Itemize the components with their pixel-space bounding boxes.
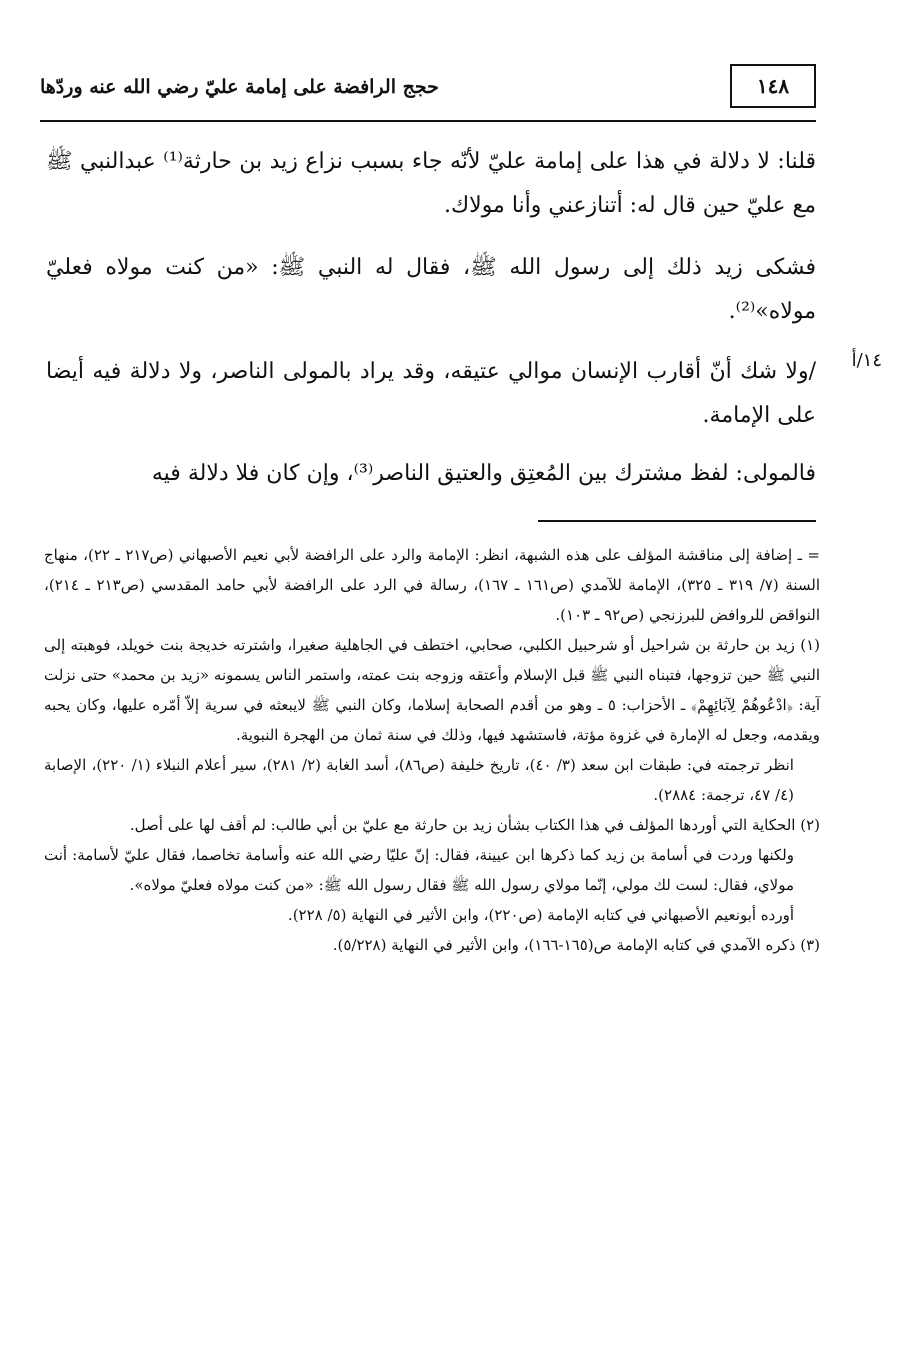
running-title: حجج الرافضة على إمامة عليّ رضي الله عنه وردّها xyxy=(40,76,439,98)
footnote-separator xyxy=(538,520,816,522)
footnote-2-text: ولكنها وردت في أسامة بن زيد كما ذكرها ابن عيينة، فقال: إنّ عليّا رضي الله عنه وأسامة تخاصما، فقال عليّ لأسامة: أنت مولاي، فقال: لست لك مولي، إنّما مولاي رسول الله ﷺ فقال رسول الله ﷺ: «من كنت مولاه فعليّ مولاه». xyxy=(44,846,794,894)
footnote-1-refs: انظر ترجمته في: طبقات ابن سعد (٣/ ٤٠)، تاريخ خليفة (ص٨٦)، أسد الغابة (٢/ ٢٨١)، سير أعلام النبلاء (١/ ٢٢٠)، الإصابة (٤/ ٤٧، ترجمة: ٢٨٨٤). xyxy=(44,756,794,804)
main-paragraph-1: قلنا: لا دلالة في هذا على إمامة عليّ لأنّه جاء بسبب نزاع زيد بن حارثة⁽¹⁾ عبدالنبي ﷺ مع عليّ حين قال له: أتنازعني وأنا مولاك. xyxy=(46,149,816,218)
footnote-1: (١) زيد بن حارثة بن شراحيل أو شرحبيل الكلبي، صحابي، اختطف في الجاهلية صغيرا، واشترته خديجة بنت خويلد، فوهبته إلى النبي ﷺ حين تزوجها، فتبناه النبي ﷺ قبل الإسلام وأعتقه وزوجه بنت عمته، واستمر الناس يسمونه «زيد بن محمد» حتى نزلت آية: ﴿ادْعُوهُمْ لِآبَائِهِمْ﴾ ـ الأحزاب: ٥ ـ وهو من أقدم الصحابة إسلاما، وكان النبي ﷺ لايبعثه في سرية إلاّ أمّره عليها، وكان يحبه ويقدمه، وجعل له الإمارة في غزوة مؤتة، فاستشهد فيها، وذلك في سنة ثمان من الهجرة النبوية. xyxy=(44,636,820,744)
footnote-2: (٢) الحكاية التي أوردها المؤلف في هذا الكتاب بشأن زيد بن حارثة مع عليّ بن أبي طالب: لم أقف لها على أصل. xyxy=(129,816,820,834)
footnote-3: (٣) ذكره الآمدي في كتابه الإمامة ص(١٦٥-١٦٦)، وابن الأثير في النهاية (٥/٢٢٨). xyxy=(332,936,820,954)
main-paragraph-3: /ولا شك أنّ أقارب الإنسان موالي عتيقه، وقد يراد بالمولى الناصر، ولا دلالة فيه أيضا على الإمامة. xyxy=(46,359,816,428)
footnotes-block xyxy=(44,540,820,960)
page-number: ١٤٨ xyxy=(730,64,816,108)
main-paragraph-2: فشكى زيد ذلك إلى رسول الله ﷺ، فقال له النبي ﷺ: «من كنت مولاه فعليّ مولاه»⁽²⁾. xyxy=(46,255,816,324)
header-rule xyxy=(40,120,816,122)
footnote-continuation: = ـ إضافة إلى مناقشة المؤلف على هذه الشبهة، انظر: الإمامة والرد على الرافضة لأبي نعيم الأصبهاني (ص٢١٧ ـ ٢٢)، منهاج السنة (٧/ ٣١٩ ـ ٣٢٥)، الإمامة للآمدي (ص١٦١ ـ ١٦٧)، رسالة في الرد على الرافضة لأبي حامد المقدسي (ص٢١٣ ـ ٢١٤)، النواقض للروافض للبرزنجي (ص٩٢ ـ ١٠٣). xyxy=(44,546,821,624)
manuscript-folio-ref: ١٤/أ xyxy=(851,350,882,371)
footnote-2-refs: أورده أبونعيم الأصبهاني في كتابه الإمامة (ص٢٢٠)، وابن الأثير في النهاية (٥/ ٢٢٨). xyxy=(287,906,794,924)
page-header xyxy=(40,64,816,122)
main-paragraph-4: فالمولى: لفظ مشترك بين المُعتِق والعتيق الناصر⁽³⁾، وإن كان فلا دلالة فيه xyxy=(151,461,816,486)
